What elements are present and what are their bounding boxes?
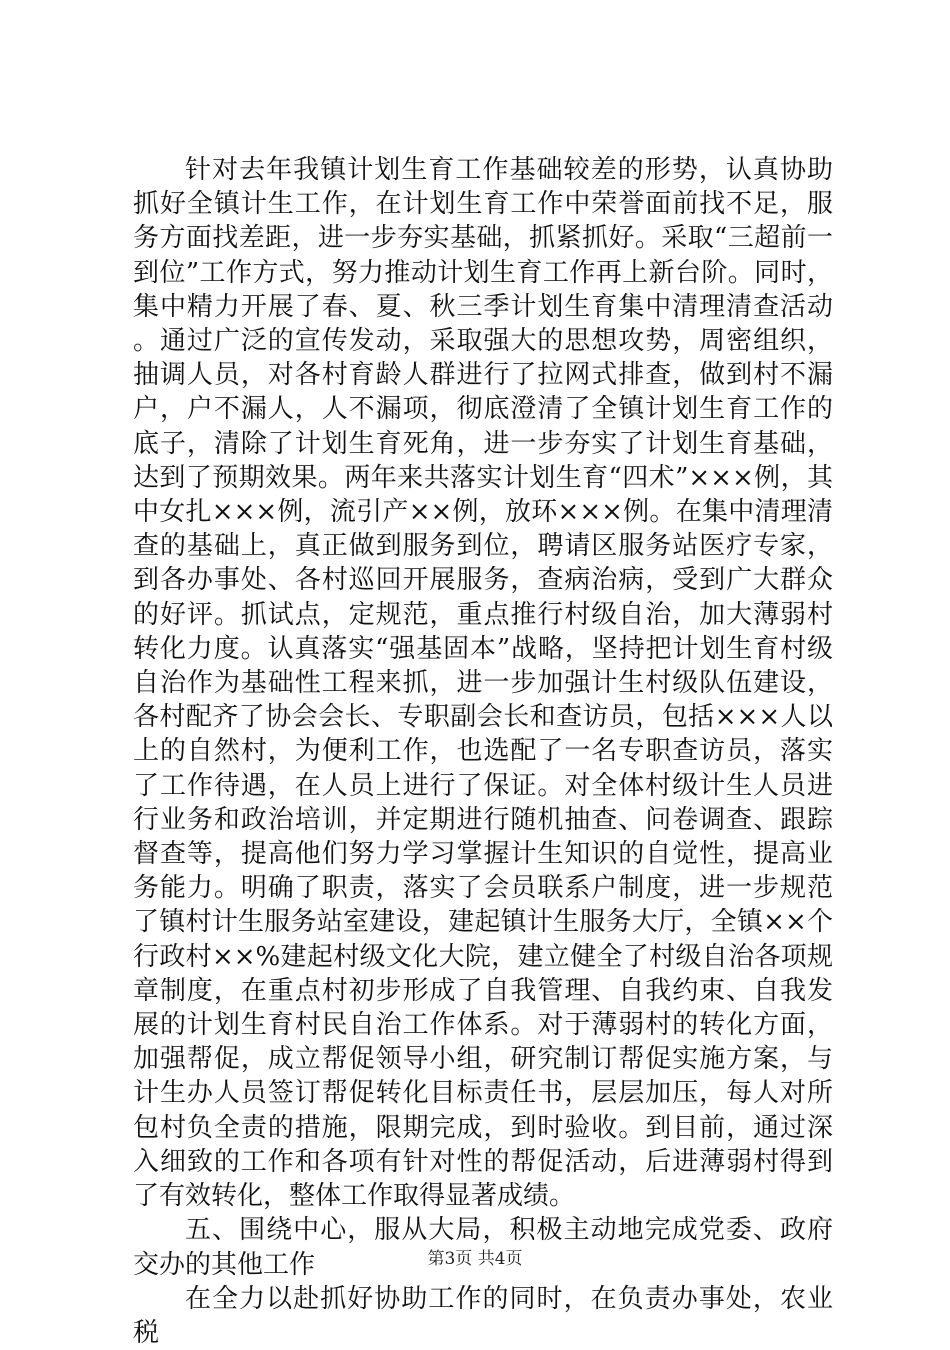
paragraph-family-planning: 针对去年我镇计划生育工作基础较差的形势，认真协助抓好全镇计生工作，在计划生育工作中荣誉面前找不足，服务方面找差距，进一步夯实基础，抓紧抓好。采取“三超前一到位”工作方式，努力推动计划生育工作再上新台阶。同时，集中精力开展了春、夏、秋三季计划生育集中清理清查活动。通过广泛的宣传发动，采取强大的思想攻势，周密组织，抽调人员，对各村育龄人群进行了拉网式排查，做到村不漏户，户不漏人，人不漏项，彻底澄清了全镇计划生育工作的底子，清除了计划生育死角，进一步夯实了计划生育基础，达到了预期效果。两年来共落实计划生育“四术”×××例，其中女扎×××例，流引产××例，放环×××例。在集中清理清查的基础上，真正做到服务到位，聘请区服务站医疗专家，到各办事处、各村巡回开展服务，查病治病，受到广大群众的好评。抓试点，定规范，重点推行村级自治，加大薄弱村转化力度。认真落实“强基固本”战略，坚持把计划生育村级自治作为基础性工程来抓，进一步加强计生村级队伍建设，各村配齐了协会会长、专职副会长和查访员，包括×××人以上的自然村，为便利工作，也选配了一名专职查访员，落实了工作待遇，在人员上进行了保证。对全体村级计生人员进行业务和政治培训，并定期进行随机抽查、问卷调查、跟踪督查等，提高他们努力学习掌握计生知识的自觉性，提高业务能力。明确了职责，落实了会员联系户制度，进一步规范了镇村计生服务站室建设，建起镇计生服务大厅，全镇××个行政村××%建起村级文化大院，建立健全了村级自治各项规章制度，在重点村初步形成了自我管理、自我约束、自我发展的计划生育村民自治工作体系。对于薄弱村的转化方面，加强帮促，成立帮促领导小组，研究制订帮促实施方案，与计生办人员签订帮促转化目标责任书，层层加压，每人对所包村负全责的措施，限期完成，到时验收。到目前，通过深入细致的工作和各项有针对性的帮促活动，后进薄弱村得到了有效转化，整体工作取得显著成绩。 [133,155,833,1212]
page-footer: 第3页 共4页 [427,1249,523,1269]
paragraph-other-work: 在全力以赴抓好协助工作的同时，在负责办事处，农业税 [133,1283,833,1348]
section-heading-five: 五、围绕中心，服从大局，积极主动地完成党委、政府交办的其他工作 [133,1215,833,1280]
document-body [133,153,833,1350]
